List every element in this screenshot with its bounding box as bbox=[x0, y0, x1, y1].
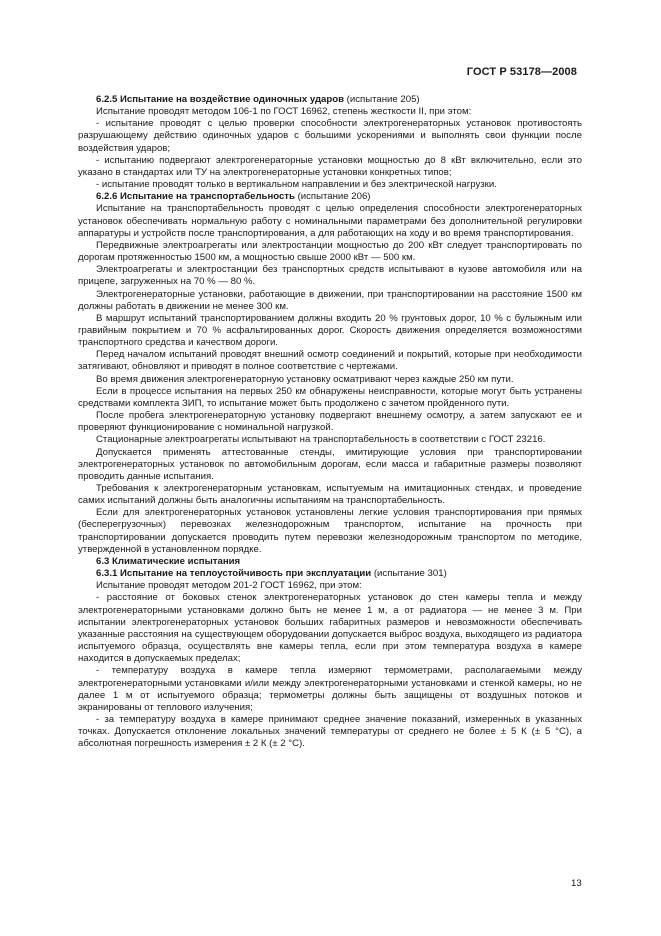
paragraph: Электрогенераторные установки, работающие в движении, при транспортировании на расстояние 1500 км должны работать в движении не менее 300 км. bbox=[78, 288, 582, 312]
paragraph: Передвижные электроагрегаты или электростанции мощностью до 200 кВт следует транспортировать по дорогам протяженностью 1500 км, а мощностью свыше 2000 кВт — 500 км. bbox=[78, 239, 582, 264]
paragraph: Если в процессе испытания на первых 250 км обнаружены неисправности, которые могут быть устранены средствами комплекта ЗИП, то испытание может быть продолжено с зачетом пройденного пути. bbox=[78, 385, 582, 409]
paragraph: После пробега электрогенераторную установку подвергают внешнему осмотру, а затем запускают ее и проверяют функционирование с номинальной нагрузкой. bbox=[78, 410, 582, 434]
section-6-2-5 bbox=[78, 94, 582, 106]
paragraph: Испытание на транспортабельность проводят с целью определения способности электрогенераторных установок обеспечивать нормальную работу с номинальными параметрами без дополнительной регулировки аппаратуры и устройств после транспортирования, а для работающих на ходу и во время транспортирования. bbox=[78, 203, 582, 239]
paragraph: Перед началом испытаний проводят внешний осмотр соединений и покрытий, которые при необходимости затягивают, обновляют и приводят в полное соответствие с чертежами. bbox=[78, 349, 582, 373]
section-heading: 6.2.5 Испытание на воздействие одиночных ударов bbox=[96, 94, 345, 105]
section-6-3-1 bbox=[78, 568, 582, 580]
paragraph: Электроагрегаты и электростанции без транспортных средств испытывают в кузове автомобиля или на прицепе, загруженных на 70 % — 80 %. bbox=[78, 264, 582, 288]
section-6-3 bbox=[78, 556, 582, 568]
paragraph: Испытание проводят методом 201-2 ГОСТ 16962, при этом: bbox=[96, 580, 362, 592]
section-6-2-6 bbox=[78, 191, 582, 203]
paragraph: Испытание проводят методом 106-1 по ГОСТ 16962, степень жесткости II, при этом: bbox=[96, 106, 472, 118]
page-number: 13 bbox=[571, 878, 582, 889]
paragraph: - температуру воздуха в камере тепла измеряют термометрами, располагаемыми между электрогенераторными установками и/или между электрогенераторными установками и стенкой камеры, но не далее 1 м от испытуемого образца; термометры должны быть защищены от воздушных потоков и экранированы от теплового излучения; bbox=[78, 665, 582, 713]
section-note: (испытание 206) bbox=[294, 191, 371, 203]
section-heading: 6.3 Климатические испытания bbox=[96, 555, 241, 567]
section-note: (испытание 301) bbox=[371, 568, 447, 580]
paragraph: Требования к электрогенераторным установкам, испытуемым на имитационных стендах, и проведение самих испытаний должны быть аналогичны испытаниям на транспортабельность. bbox=[78, 483, 582, 507]
paragraph: Стационарные электроагрегаты испытывают на транспортабельность в соответствии с ГОСТ 23216. bbox=[96, 434, 546, 446]
standard-designation: ГОСТ Р 53178—2008 bbox=[466, 66, 577, 78]
paragraph: - за температуру воздуха в камере принимают среднее значение показаний, измеренных в указанных точках. Допускается отклонение локальных значений температуры от среднего не более ± 5 К (± 5 °С), а абсолютная погрешность измерения ± 2 К (± 2 °С). bbox=[78, 713, 582, 750]
paragraph: Если для электрогенераторных установок установлены легкие условия транспортирования при прямых (бесперегрузочных) перевозках железнодорожным транспортом, испытание на прочность при транспортировании допускается проводить путем перевозки железнодорожным транспортом по методике, утвержденной в установленном порядке. bbox=[78, 507, 582, 555]
paragraph: - испытанию подвергают электрогенераторные установки мощностью до 8 кВт включительно, если это указано в стандартах или ТУ на электрогенераторные установки конкретных типов; bbox=[78, 154, 582, 178]
paragraph: Допускается применять аттестованные стенды, имитирующие условия при транспортировании электрогенераторных установок по автомобильным дорогам, если масса и габаритные размеры позволяют проводить данные испытания. bbox=[78, 446, 582, 482]
paragraph: Во время движения электрогенераторную установку осматривают через каждые 250 км пути. bbox=[96, 373, 514, 385]
paragraph: - расстояние от боковых стенок электрогенераторных установок до стен камеры тепла и между электрогенераторными установками должно быть не менее 1 м, а от радиатора — не менее 3 м. При испытании электрогенераторных установок больших габаритных размеров и невозможности обеспечивать указанные расстояния на существующем оборудовании допускается выброс воздуха, выходящего из радиатора испытуемого образца, осуществлять вне камеры тепла, если при этом температура воздуха в камере находится в допускаемых пределах; bbox=[78, 592, 582, 665]
section-note: (испытание 205) bbox=[344, 94, 420, 105]
section-heading: 6.2.6 Испытание на транспортабельность bbox=[96, 191, 295, 203]
paragraph: - испытание проводят только в вертикальном направлении и без электрической нагрузки. bbox=[96, 179, 497, 191]
document-body bbox=[78, 94, 582, 750]
paragraph: - испытание проводят с целью проверки способности электрогенераторных установок противостоять разрушающему действию одиночных ударов с большими ускорениями и выполнять свои функции после воздействия ударов; bbox=[78, 118, 582, 154]
section-heading: 6.3.1 Испытание на теплоустойчивость при эксплуатации bbox=[96, 568, 372, 580]
paragraph: В маршрут испытаний транспортированием должны входить 20 % грунтовых дорог, 10 % с булыжным или гравийным покрытием и 70 % асфальтированных дорог. Скорость движения определяется возможностями транспортного средства и качеством дороги. bbox=[78, 312, 582, 349]
